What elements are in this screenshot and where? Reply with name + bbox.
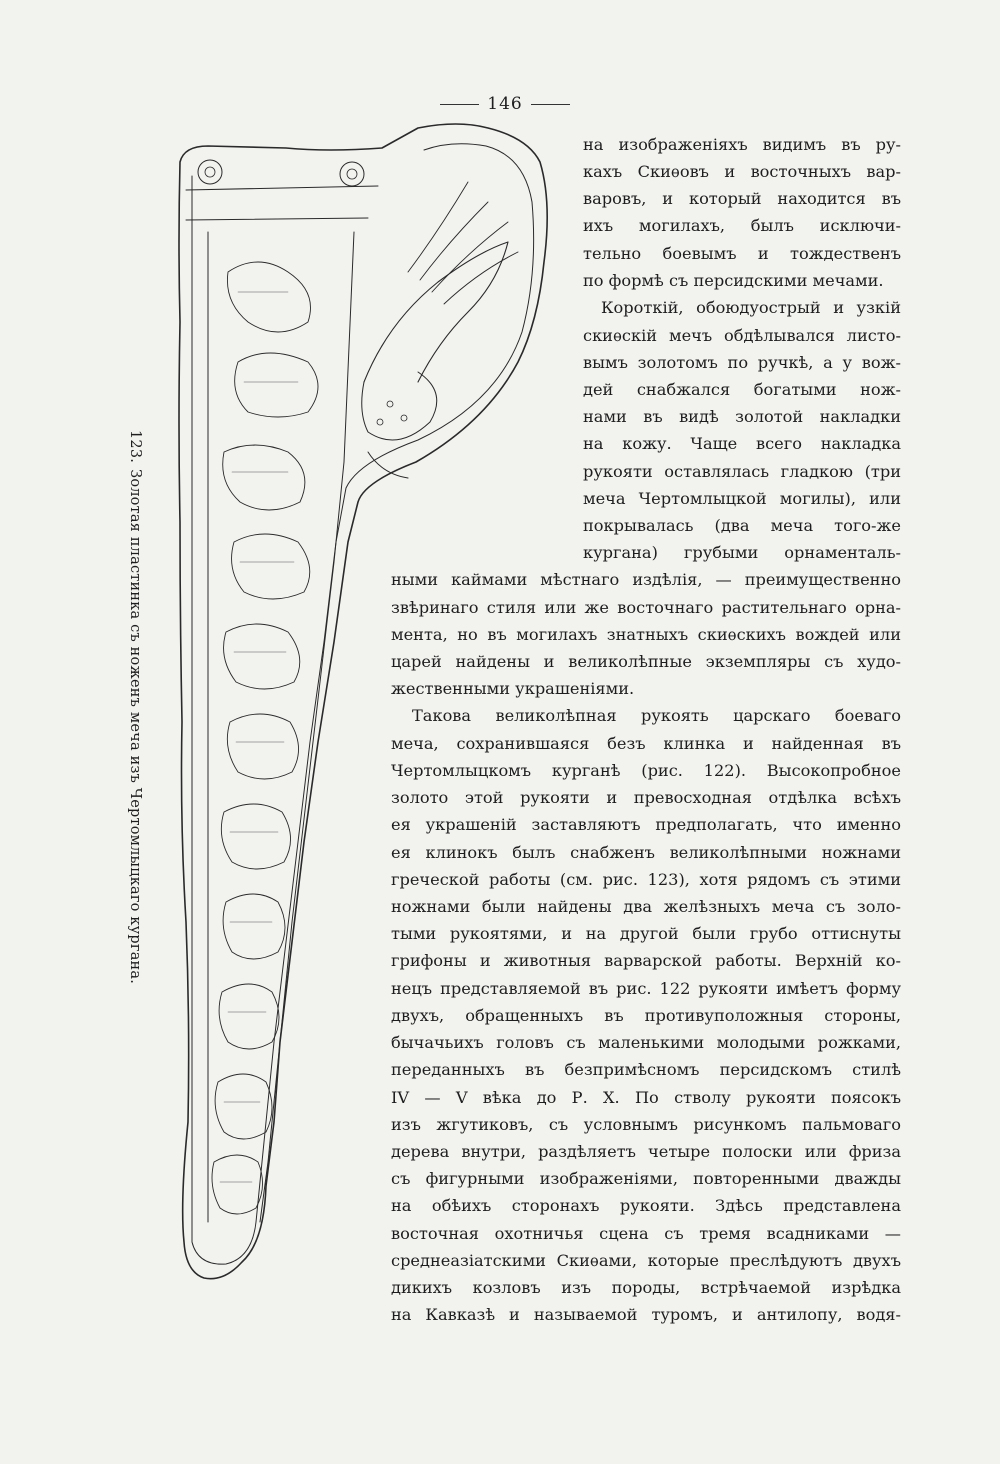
text-line: на кожу. Чаще всего накладка: [583, 434, 901, 453]
text-line: жественными украшеніями.: [391, 679, 635, 698]
text-line: ея украшеній заставляютъ предполагать, что именно: [391, 815, 901, 834]
text-line: IV — V вѣка до Р. Х. По стволу рукояти поясокъ: [391, 1088, 901, 1107]
header-rule-right: [531, 104, 570, 105]
text-line: нами въ видѣ золотой накладки: [583, 407, 901, 426]
text-line: золото этой рукояти и превосходная отдѣлка всѣхъ: [391, 788, 901, 807]
figure-caption-text: Золотая пластинка съ ноженъ меча изъ Чертомлыцкаго кургана.: [127, 469, 143, 985]
header-rule-left: [440, 104, 479, 105]
text-line: тельно боевымъ и тождественъ: [583, 244, 901, 263]
text-line: дерева внутри, раздѣляетъ четыре полоски или фриза: [391, 1142, 901, 1161]
text-line: вымъ золотомъ по ручкѣ, а у вож-: [583, 353, 901, 372]
text-line: грифоны и животныя варварской работы. Верхній ко-: [391, 951, 901, 970]
text-line: дикихъ козловъ изъ породы, встрѣчаемой изрѣдка: [391, 1278, 901, 1297]
text-line: мента, но въ могилахъ знатныхъ скиѳскихъ вождей или: [391, 625, 901, 644]
text-line: на изображеніяхъ видимъ въ ру-: [583, 135, 901, 154]
text-line: дей снабжался богатыми нож-: [583, 380, 901, 399]
text-line: ея клинокъ былъ снабженъ великолѣпными ножнами: [391, 843, 901, 862]
text-line: по формѣ съ персидскими мечами.: [583, 271, 884, 290]
text-line: ными каймами мѣстнаго издѣлія, — преимущественно: [391, 570, 901, 589]
text-line: меча Чертомлыцкой могилы), или: [583, 489, 901, 508]
text-line: восточная охотничья сцена съ тремя всадниками —: [391, 1224, 901, 1243]
text-line: на Кавказѣ и называемой туромъ, и антилопу, водя-: [391, 1305, 901, 1324]
text-line: кахъ Скиѳовъ и восточныхъ вар-: [583, 162, 901, 181]
text-line: звѣринаго стиля или же восточнаго растительнаго орна-: [391, 598, 901, 617]
text-line: меча, сохранившаяся безъ клинка и найденная въ: [391, 734, 901, 753]
text-line: варовъ, и который находится въ: [583, 189, 901, 208]
text-line: изъ жгутиковъ, съ условнымъ рисункомъ пальмоваго: [391, 1115, 901, 1134]
text-line: среднеазіатскими Скиѳами, которые преслѣдуютъ двухъ: [391, 1251, 901, 1270]
text-line: переданныхъ въ безпримѣсномъ персидскомъ стилѣ: [391, 1060, 901, 1079]
text-line: кургана) грубыми орнаменталь-: [583, 543, 901, 562]
text-line: съ фигурными изображеніями, повторенными дважды: [391, 1169, 901, 1188]
paragraph-start-line: Короткій, обоюдуострый и узкій: [601, 298, 901, 317]
text-line: ихъ могилахъ, былъ исключи-: [583, 216, 901, 235]
text-line: скиѳскій мечъ обдѣлывался листо-: [583, 326, 901, 345]
text-line: царей найдены и великолѣпные экземпляры съ худо-: [391, 652, 901, 671]
text-line: нецъ представляемой въ рис. 122 рукояти имѣетъ форму: [391, 979, 901, 998]
text-line: двухъ, обращенныхъ въ противуположныя стороны,: [391, 1006, 901, 1025]
page-header: [440, 92, 570, 116]
figure-number: 123.: [127, 430, 143, 464]
text-line: греческой работы (см. рис. 123), хотя рядомъ съ этими: [391, 870, 901, 889]
text-line: Чертомлыцкомъ курганѣ (рис. 122). Высокопробное: [391, 761, 901, 780]
text-line: тыми рукоятями, и на другой были грубо оттиснуты: [391, 924, 901, 943]
figure-caption: [118, 430, 152, 990]
paragraph-start-line: Такова великолѣпная рукоять царскаго боеваго: [412, 706, 901, 725]
text-line: бычачьихъ головъ съ маленькими молодыми рожками,: [391, 1033, 901, 1052]
page-number: 146: [487, 94, 523, 114]
text-line: рукояти оставлялась гладкою (три: [583, 462, 901, 481]
text-line: ножнами были найдены два желѣзныхъ меча съ золо-: [391, 897, 901, 916]
text-line: покрывалась (два меча того-же: [583, 516, 901, 535]
text-line: на обѣихъ сторонахъ рукояти. Здѣсь представлена: [391, 1196, 901, 1215]
